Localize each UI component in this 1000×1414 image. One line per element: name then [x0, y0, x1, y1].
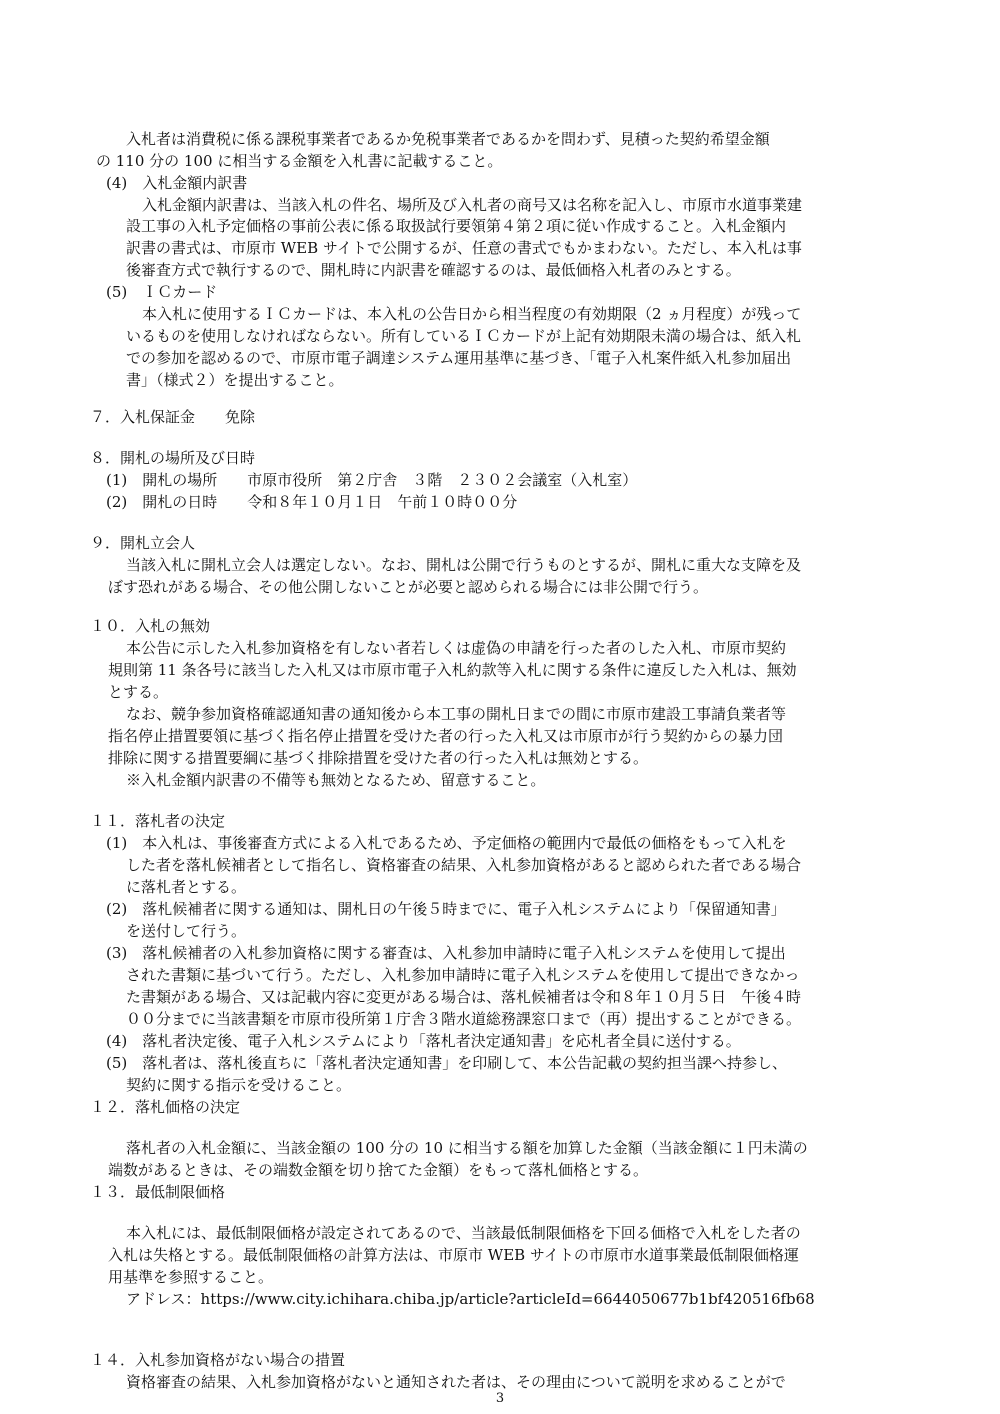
section-heading: １４．入札参加資格がない場合の措置: [90, 1351, 346, 1369]
text-line: 本入札には、最低制限価格が設定されてあるので、当該最低制限価格を下回る価格で入札をした者の: [126, 1224, 801, 1242]
text-line: 規則第 11 条各号に該当した入札又は市原市電子入札約款等入札に関する条件に違反した入札は、無効: [108, 661, 797, 679]
section-heading: １２．落札価格の決定: [90, 1098, 241, 1116]
text-line: に落札者とする。: [126, 878, 247, 896]
text-line: (5) 落札者は、落札後直ちに「落札者決定通知書」を印刷して、本公告記載の契約担当課へ持参し、: [106, 1054, 787, 1072]
text-line: (2) 落札候補者に関する通知は、開札日の午後５時までに、電子入札システムにより「保留通知書」: [106, 900, 786, 918]
section-heading: １１．落札者の決定: [90, 812, 226, 830]
text-line: ※入札金額内訳書の不備等も無効となるため、留意すること。: [126, 771, 546, 789]
subitem-heading: (5) ＩＣカード: [106, 283, 218, 301]
text-line: (4) 落札者決定後、電子入札システムにより「落札者決定通知書」を応札者全員に送付する。: [106, 1032, 741, 1050]
text-line: 入札は失格とする。最低制限価格の計算方法は、市原市 WEB サイトの市原市水道事業最低制限価格運: [108, 1246, 799, 1264]
text-line: 資格審査の結果、入札参加資格がないと通知された者は、その理由について説明を求めることがで: [126, 1373, 786, 1391]
text-line: ００分までに当該書類を市原市役所第１庁舎３階水道総務課窓口まで（再）提出することができる。: [126, 1010, 802, 1028]
page-number: 3: [495, 1391, 505, 1406]
text-line: 設工事の入札予定価格の事前公表に係る取扱試行要領第４第２項に従い作成すること。入札金額内: [126, 217, 787, 235]
text-line: 落札者の入札金額に、当該金額の 100 分の 10 に相当する額を加算した金額（当該金額に１円未満の: [126, 1139, 808, 1157]
text-line: した者を落札候補者として指名し、資格審査の結果、入札参加資格があると認められた者である場合: [126, 856, 802, 874]
text-line: 契約に関する指示を受けること。: [126, 1076, 352, 1094]
text-line: 書」（様式２）を提出すること。: [126, 371, 344, 389]
text-line: の 110 分の 100 に相当する金額を入札書に記載すること。: [96, 152, 503, 170]
text-line: (3) 落札候補者の入札参加資格に関する審査は、入札参加申請時に電子入札システムを使用して提出: [106, 944, 786, 962]
text-line: 本公告に示した入札参加資格を有しない者若しくは虚偽の申請を行った者のした入札、市原市契約: [126, 639, 787, 657]
text-line: とする。: [108, 683, 169, 701]
text-line: を送付して行う。: [126, 922, 247, 940]
section-heading: １３．最低制限価格: [90, 1183, 226, 1201]
text-line: での参加を認めるので、市原市電子調達システム運用基準に基づき、「電子入札案件紙入札参加届出: [126, 349, 792, 367]
text-line: 入札金額内訳書は、当該入札の件名、場所及び入札者の商号又は名称を記入し、市原市水道事業建: [142, 196, 803, 214]
text-line: 当該入札に開札立会人は選定しない。なお、開札は公開で行うものとするが、開札に重大な支障を及: [126, 556, 802, 574]
text-line: なお、競争参加資格確認通知書の通知後から本工事の開札日までの間に市原市建設工事請負業者等: [126, 705, 787, 723]
subitem-heading: (4) 入札金額内訳書: [106, 174, 248, 192]
text-line: ぼす恐れがある場合、その他公開しないことが必要と認められる場合には非公開で行う。: [108, 578, 709, 596]
section-heading: ７．入札保証金 免除: [90, 408, 256, 426]
text-line: 用基準を参照すること。: [108, 1268, 274, 1286]
text-line: た書類がある場合、又は記載内容に変更がある場合は、落札候補者は令和８年１０月５日 午後４時: [126, 988, 802, 1006]
text-line: (1) 本入札は、事後審査方式による入札であるため、予定価格の範囲内で最低の価格をもって入札を: [106, 834, 787, 852]
text-line: 指名停止措置要領に基づく指名停止措置を受けた者の行った入札又は市原市が行う契約からの暴力団: [108, 727, 784, 745]
text-line: (2) 開札の日時 令和８年１０月１日 午前１０時００分: [106, 493, 518, 511]
section-heading: ９．開札立会人: [90, 534, 196, 552]
text-line: 本入札に使用するＩＣカードは、本入札の公告日から相当程度の有効期限（2 ヵ月程度）が残って: [142, 305, 802, 323]
section-heading: １０．入札の無効: [90, 617, 211, 635]
url-line: アドレス：https://www.city.ichihara.chiba.jp/article?articleId=6644050677b1bf420516fb68: [126, 1290, 815, 1308]
text-line: 訳書の書式は、市原市 WEB サイトで公開するが、任意の書式でもかまわない。ただし、本入札は事: [126, 239, 802, 257]
text-line: 入札者は消費税に係る課税事業者であるか免税事業者であるかを問わず、見積った契約希望金額: [126, 130, 770, 148]
text-line: 後審査方式で執行するので、開札時に内訳書を確認するのは、最低価格入札者のみとする。: [126, 261, 741, 279]
text-line: (1) 開札の場所 市原市役所 第２庁舎 ３階 ２３０２会議室（入札室）: [106, 471, 638, 489]
text-line: 排除に関する措置要綱に基づく排除措置を受けた者の行った入札は無効とする。: [108, 749, 649, 767]
text-line: いるものを使用しなければならない。所有しているＩＣカードが上記有効期限未満の場合は、紙入札: [126, 327, 802, 345]
section-heading: ８．開札の場所及び日時: [90, 449, 256, 467]
text-line: 端数があるときは、その端数金額を切り捨てた金額）をもって落札価格とする。: [108, 1161, 649, 1179]
text-line: された書類に基づいて行う。ただし、入札参加申請時に電子入札システムを使用して提出できなかっ: [126, 966, 800, 984]
